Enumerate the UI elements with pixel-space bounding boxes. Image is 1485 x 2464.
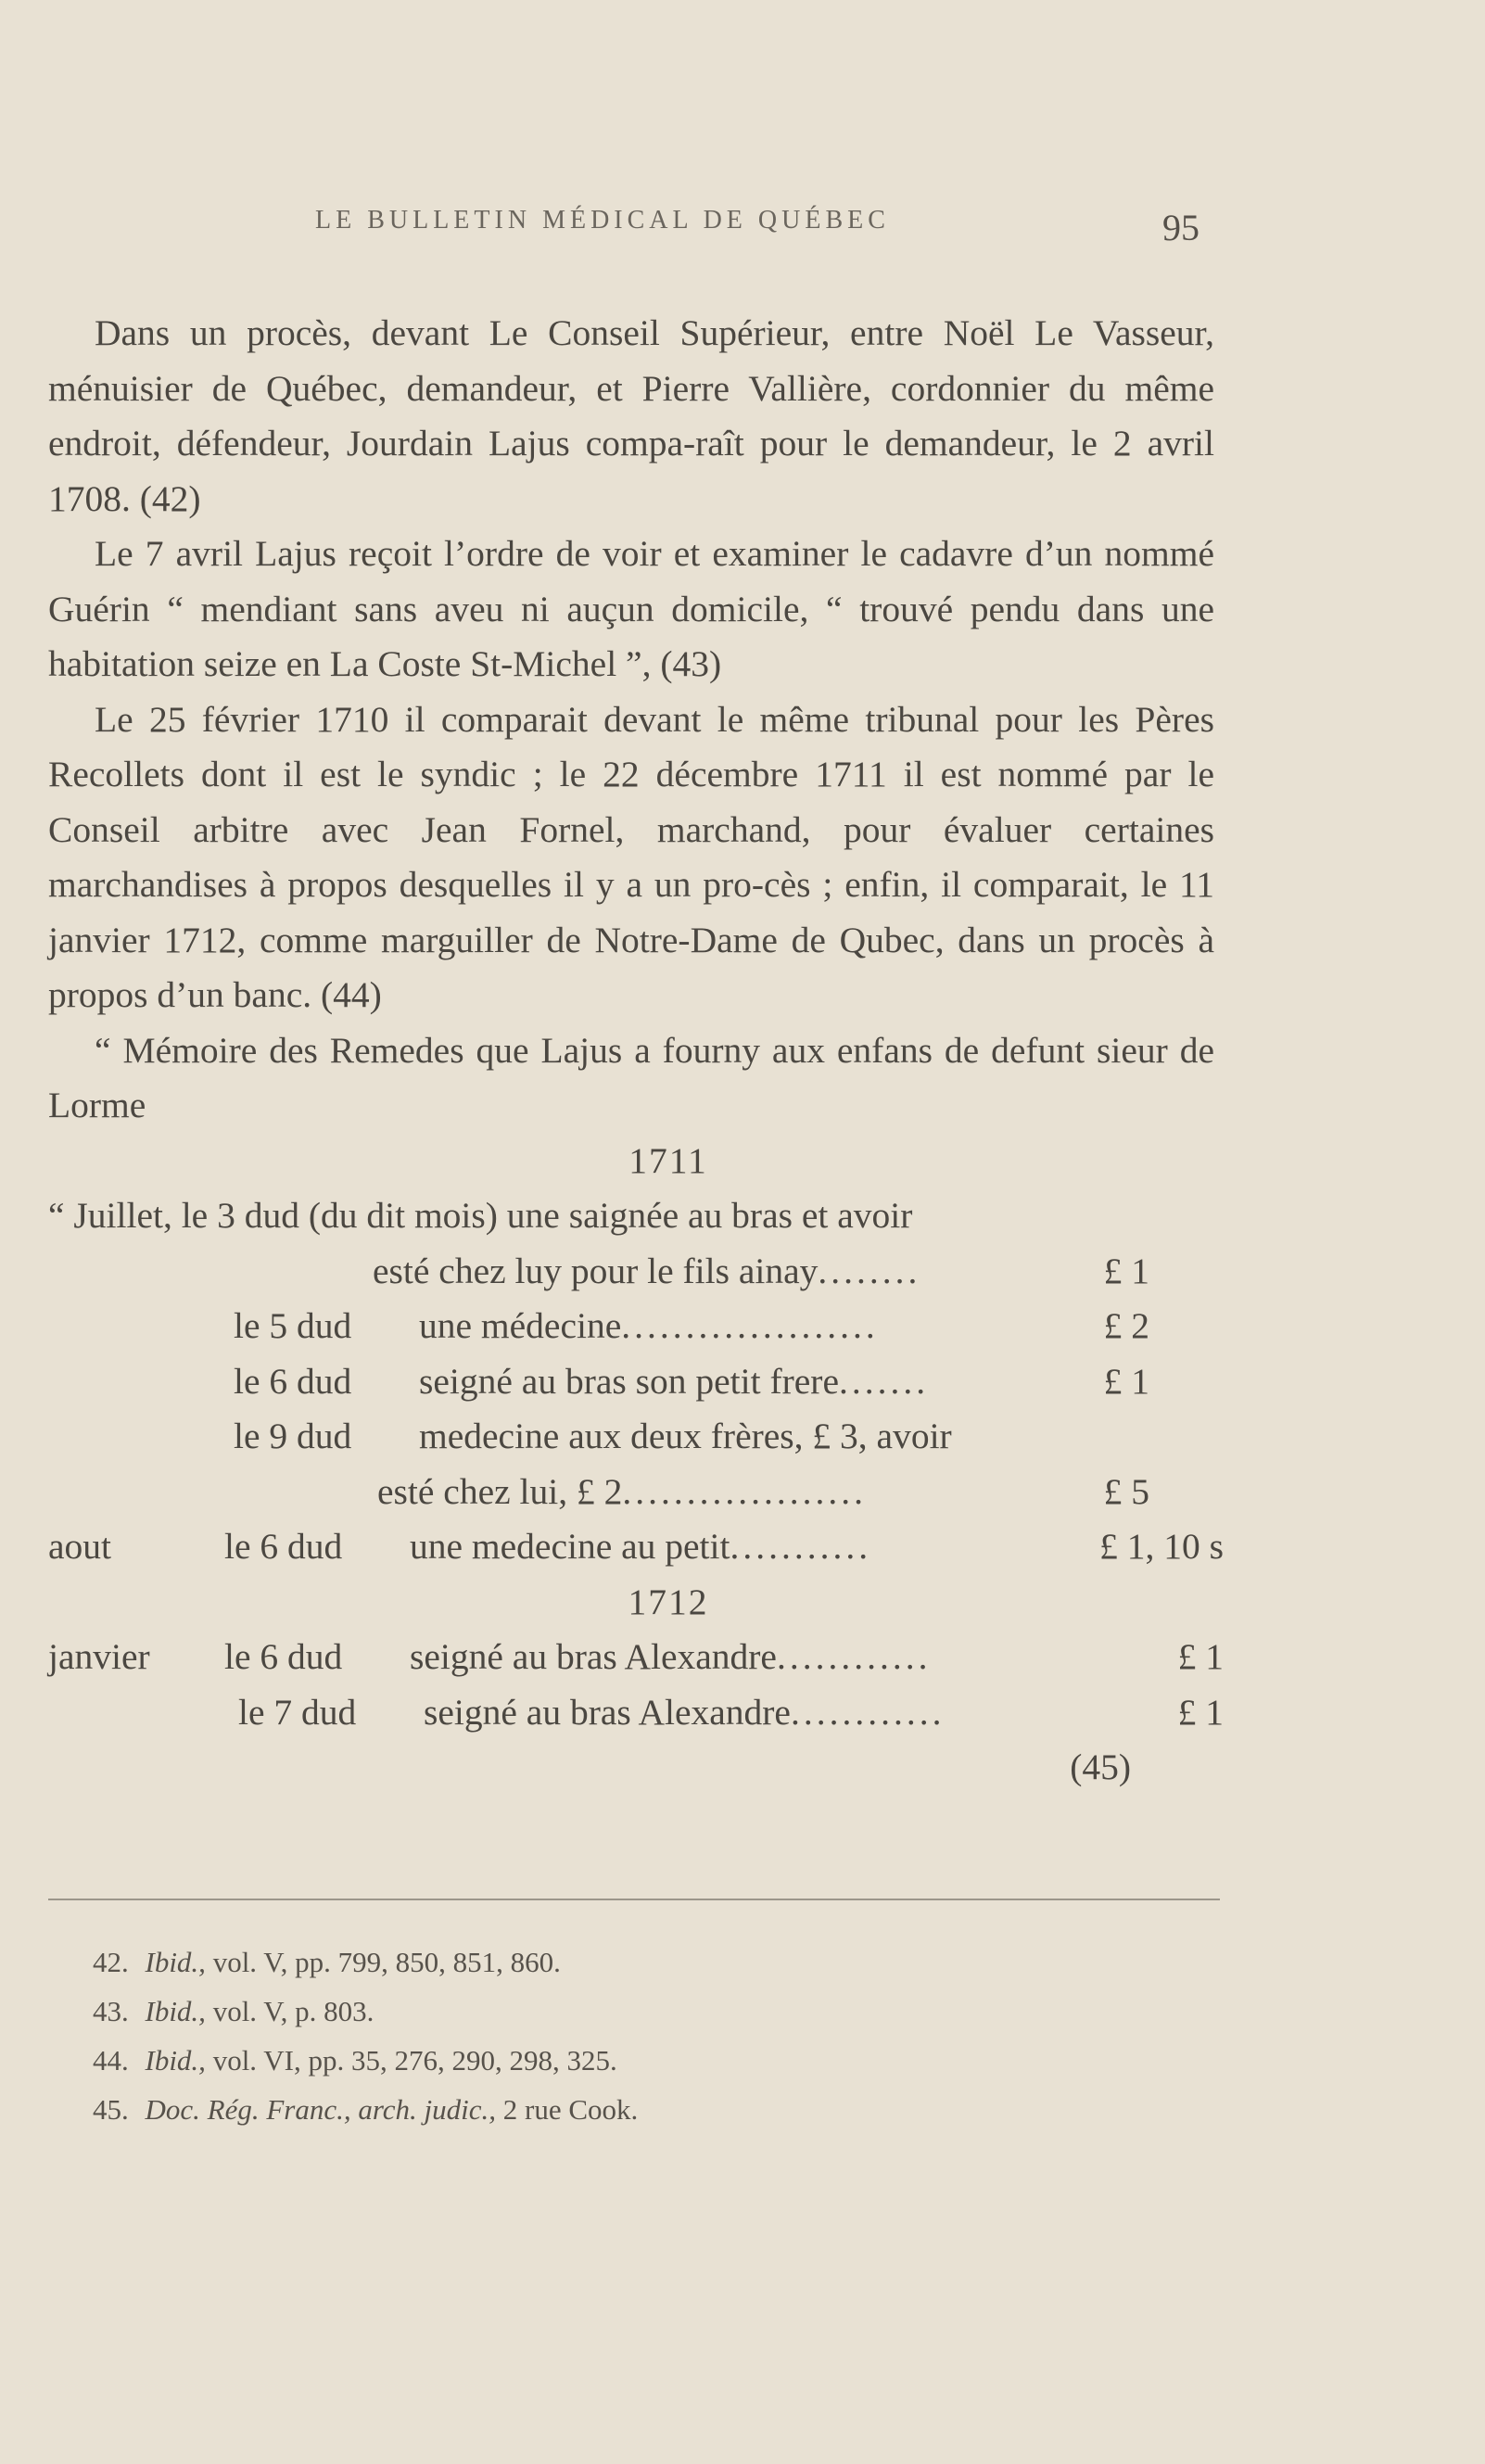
footnote-number: 45. <box>93 2093 129 2126</box>
footnote-source: Ibid., <box>145 1946 206 1978</box>
footnote-number: 44. <box>93 2044 129 2077</box>
footnote <box>93 1987 1112 2036</box>
ledger-amount: £ 1 <box>1177 1636 1224 1677</box>
footnote <box>93 2085 1112 2134</box>
ledger-entry-text: une medecine au petit <box>410 1526 730 1567</box>
footnote <box>93 2036 1112 2085</box>
footnote-divider <box>48 1899 1220 1900</box>
footnote-text: vol. VI, pp. 35, 276, 290, 298, 325. <box>212 2044 617 2077</box>
footnote-source: Doc. Rég. Franc., arch. judic., <box>145 2093 497 2126</box>
ledger-date: le 6 dud <box>234 1360 352 1402</box>
footnote <box>93 1937 1112 1987</box>
ledger-year: 1711 <box>628 1139 708 1181</box>
ledger-row: le 7 dud seigné au bras Alexandre ............ £ 1 <box>48 1685 1214 1741</box>
ledger-reference: (45) <box>1070 1746 1131 1787</box>
page-number: 95 <box>1162 207 1199 248</box>
footnote-text: vol. V, pp. 799, 850, 851, 860. <box>212 1946 561 1978</box>
ledger-amount: £ 1 <box>1103 1250 1149 1291</box>
ledger-row: esté chez lui, £ 2 ................... £ 5 <box>48 1465 1214 1520</box>
ledger-row: esté chez luy pour le fils ainay ........ £ 1 <box>48 1244 1214 1300</box>
ledger-entry-text: “ Juillet, le 3 dud (du dit mois) une saignée au bras et avoir <box>48 1195 913 1236</box>
footnote-number: 42. <box>93 1946 129 1978</box>
ledger-row <box>48 1188 1214 1244</box>
ledger-entry-text: seigné au bras son petit frere <box>419 1360 839 1402</box>
ledger-amount: £ 1 <box>1177 1691 1224 1733</box>
paragraph: “ Mémoire des Remedes que Lajus a fourny aux enfans de defunt sieur de Lorme <box>48 1029 1214 1125</box>
remedies-ledger <box>48 1134 1224 1796</box>
ledger-amount: £ 1 <box>1103 1360 1149 1402</box>
ledger-row: janvier le 6 dud seigné au bras Alexandre ............ £ 1 <box>48 1630 1214 1685</box>
ledger-row <box>48 1409 1214 1465</box>
ledger-date: le 7 dud <box>238 1691 357 1733</box>
ledger-date: le 9 dud <box>234 1416 352 1456</box>
ledger-date: le 6 dud <box>224 1526 343 1567</box>
ledger-row: le 5 dud une médecine .................... £ 2 <box>48 1299 1214 1354</box>
running-head: LE BULLETIN MÉDICAL DE QUÉBEC <box>315 206 890 235</box>
footnote-source: Ibid., <box>145 2044 206 2077</box>
paragraph: Le 25 février 1710 il comparait devant le même tribunal pour les Pères Recollets dont il est le syndic ; le 22 décembre 1711 il est nommé par le Conseil arbitre avec Jean Fornel, marchand, pour évaluer certaines marchandises à propos desquelles il y a un pro-cès ; enfin, il comparait, le 11 janvier 1712, comme marguiller de Notre-Dame de Qubec, dans un procès à propos d’un banc. (44) <box>48 698 1214 1015</box>
paragraph: Le 7 avril Lajus reçoit l’ordre de voir et examiner le cadavre d’un nommé Guérin “ mendiant sans aveu ni auçun domicile, “ trouvé pendu dans une habitation seize en La Coste St-Michel ”, (43) <box>48 533 1214 684</box>
footnote-number: 43. <box>93 1995 129 2027</box>
ledger-amount: £ 2 <box>1103 1305 1149 1346</box>
ledger-date: le 5 dud <box>234 1305 352 1346</box>
paragraph: Dans un procès, devant Le Conseil Supérieur, entre Noël Le Vasseur, ménuisier de Québec, demandeur, et Pierre Vallière, cordonnier du même endroit, défendeur, Jourdain Lajus compa-raît pour le demandeur, le 2 avril 1708. (42) <box>48 312 1214 519</box>
footnote-text: vol. V, p. 803. <box>212 1995 374 2027</box>
ledger-entry-text: seigné au bras Alexandre <box>410 1636 777 1677</box>
ledger-row: le 6 dud seigné au bras son petit frere ....... £ 1 <box>48 1354 1214 1410</box>
ledger-date: le 6 dud <box>224 1636 343 1677</box>
ledger-month: aout <box>48 1526 112 1567</box>
ledger-entry-text: esté chez luy pour le fils ainay <box>373 1250 819 1291</box>
ledger-amount: £ 5 <box>1103 1470 1149 1512</box>
ledger-year: 1712 <box>628 1581 709 1622</box>
ledger-entry-text: medecine aux deux frères, £ 3, avoir <box>419 1416 952 1456</box>
footnote-source: Ibid., <box>145 1995 206 2027</box>
ledger-amount: £ 1, 10 s <box>1099 1526 1224 1567</box>
footnote-text: 2 rue Cook. <box>502 2093 639 2126</box>
ledger-entry-text: seigné au bras Alexandre <box>424 1691 791 1733</box>
ledger-row: aout le 6 dud une medecine au petit ........... £ 1, 10 s <box>48 1519 1214 1575</box>
ledger-entry-text: esté chez lui, £ 2 <box>377 1470 623 1512</box>
body-text <box>48 306 1224 1796</box>
ledger-entry-text: une médecine <box>419 1305 622 1346</box>
ledger-month: janvier <box>48 1636 150 1677</box>
footnotes <box>93 1937 1112 2134</box>
